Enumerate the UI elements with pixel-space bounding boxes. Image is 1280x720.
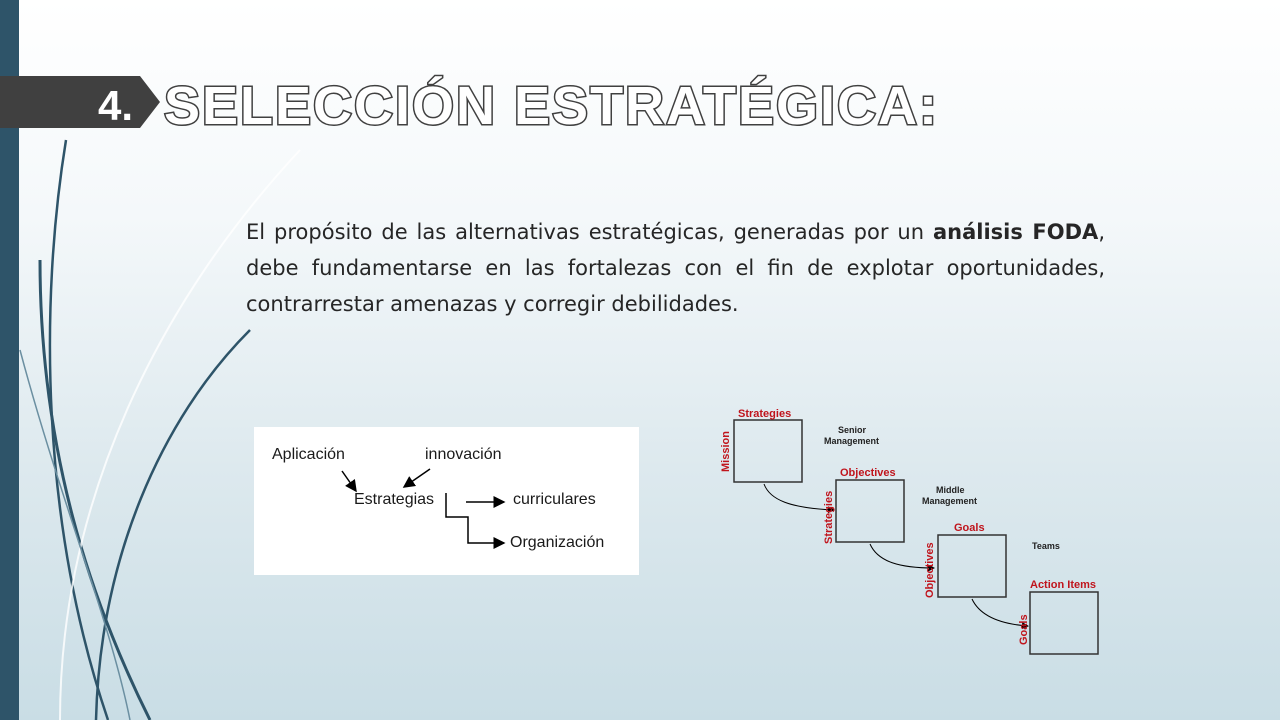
paragraph-text-2: , debe fundamentarse en las fortalezas con el fin de explotar oportunidades, contrarrestar amenazas y corregir debilidades. (246, 220, 1105, 316)
header-strategies: Strategies (738, 408, 792, 420)
header-objectives: Objectives (840, 467, 896, 479)
management-cascade-diagram (710, 400, 1120, 670)
label-estrategias: Estrategias (354, 491, 435, 508)
strategy-flow-diagram (254, 427, 639, 575)
section-number: 4. (98, 82, 134, 129)
label-senior-management: Management (824, 436, 880, 446)
title-band (0, 76, 160, 128)
header-action-items: Action Items (1030, 579, 1097, 591)
label-organizacion: Organización (510, 534, 605, 551)
box-strategies (734, 420, 802, 482)
label-curriculares: curriculares (513, 491, 596, 508)
page-title: SELECCIÓN ESTRATÉGICA: (164, 76, 940, 136)
side-mission: Mission (720, 431, 732, 472)
box-goals (938, 535, 1006, 597)
body-paragraph (246, 214, 1105, 322)
label-aplicacion: Aplicación (272, 446, 345, 463)
label-innovacion: innovación (425, 446, 502, 463)
paragraph-text-1: El propósito de las alternativas estratégicas, generadas por un (246, 220, 933, 244)
box-action-items (1030, 592, 1098, 654)
header-goals: Goals (954, 522, 985, 534)
side-objectives: Objectives (924, 542, 936, 598)
side-strategies: Strategies (823, 490, 835, 544)
box-objectives (836, 480, 904, 542)
side-goals: Goals (1018, 614, 1030, 645)
label-middle: Middle (936, 485, 965, 495)
paragraph-bold: análisis FODA (932, 220, 1099, 244)
label-middle-management: Management (922, 496, 978, 506)
label-senior: Senior (838, 425, 867, 435)
label-teams: Teams (1032, 541, 1060, 551)
